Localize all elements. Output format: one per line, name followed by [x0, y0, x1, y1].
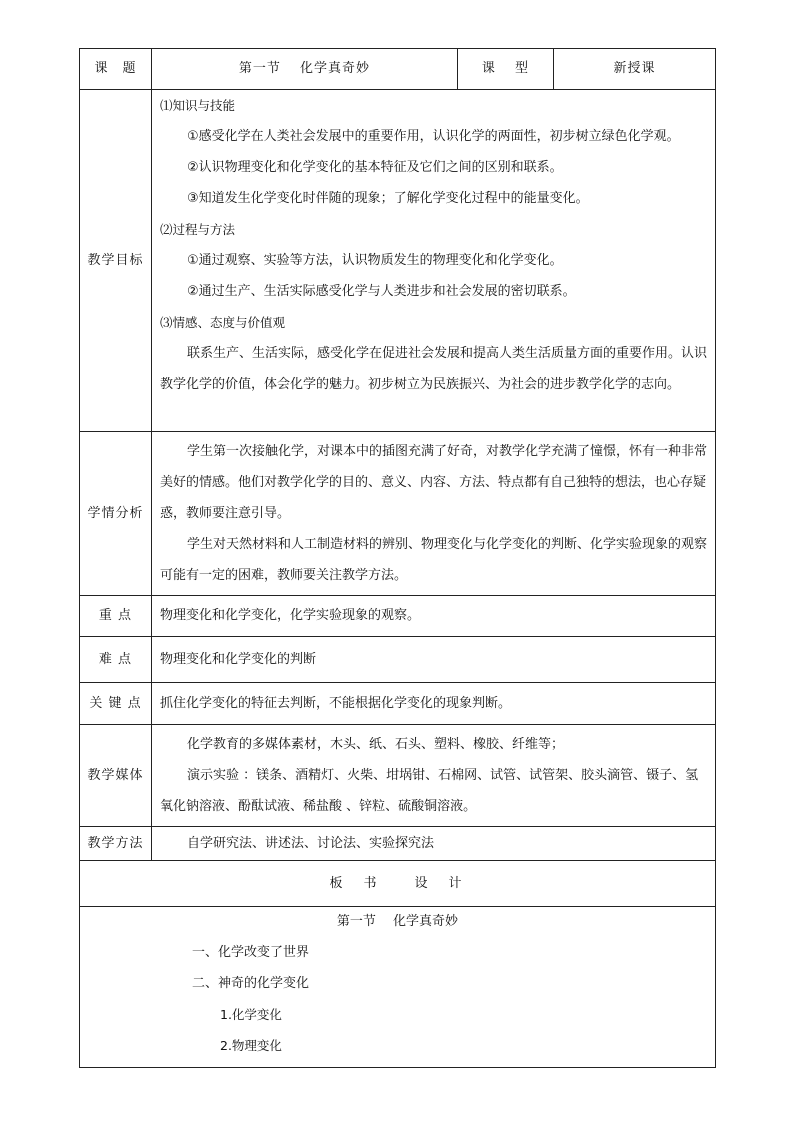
objectives-content — [152, 90, 716, 432]
topic-label: 课 题 — [80, 49, 152, 90]
media-label: 教学媒体 — [80, 725, 152, 827]
key-point-label: 重 点 — [80, 596, 152, 637]
key-point-value: 物理变化和化学变化，化学实验现象的观察。 — [152, 596, 716, 637]
board-content — [80, 907, 716, 1068]
board-title: 第一节 化学真奇妙 — [336, 914, 459, 929]
crux-value: 抓住化学变化的特征去判断，不能根据化学变化的现象判断。 — [152, 683, 716, 725]
knowledge-title: ⑴知识与技能 — [160, 98, 236, 113]
knowledge-item: ②认识物理变化和化学变化的基本特征及它们之间的区别和联系。 — [187, 160, 563, 175]
process-item: ②通过生产、生活实际感受化学与人类进步和社会发展的密切联系。 — [187, 284, 576, 299]
topic-value: 第一节 化学真奇妙 — [152, 49, 458, 90]
difficulty-value: 物理变化和化学变化的判断 — [152, 637, 716, 683]
analysis-paragraph: 学生对天然材料和人工制造材料的辨别、物理变化与化学变化的判断、化学实验现象的观察可能有一定的困难，教师要关注教学方法。 — [160, 537, 708, 583]
type-label: 课 型 — [458, 49, 554, 90]
media-row — [80, 725, 716, 827]
method-label: 教学方法 — [80, 827, 152, 861]
process-title: ⑵过程与方法 — [160, 222, 236, 237]
board-heading-row — [80, 861, 716, 907]
analysis-row — [80, 432, 716, 596]
knowledge-item: ③知道发生化学变化时伴随的现象；了解化学变化过程中的能量变化。 — [187, 191, 589, 206]
objectives-label: 教学目标 — [80, 90, 152, 432]
knowledge-item: ①感受化学在人类社会发展中的重要作用，认识化学的两面性，初步树立绿色化学观。 — [187, 129, 680, 144]
board-item: 一、化学改变了世界 — [192, 945, 310, 960]
media-content — [152, 725, 716, 827]
lesson-plan-page — [79, 48, 715, 1068]
process-item: ①通过观察、实验等方法，认识物质发生的物理变化和化学变化。 — [187, 253, 563, 268]
media-line: 演示实验 ：镁条、酒精灯、火柴、坩埚钳、石棉网、试管、试管架、胶头滴管、镊子、氢氧化钠溶液、酚酞试液、稀盐酸 、锌粒、硫酸铜溶液。 — [160, 768, 699, 814]
analysis-label: 学情分析 — [80, 432, 152, 596]
board-subitem: 2.物理变化 — [220, 1038, 282, 1053]
difficulty-label: 难 点 — [80, 637, 152, 683]
objectives-row — [80, 90, 716, 432]
media-line: 化学教育的多媒体素材，木头、纸、石头、塑料、橡胶、纤维等； — [187, 737, 565, 752]
method-value: 自学研究法、讲述法、讨论法、实验探究法 — [152, 827, 716, 861]
analysis-content — [152, 432, 716, 596]
method-row — [80, 827, 716, 861]
key-point-row — [80, 596, 716, 637]
difficulty-row — [80, 637, 716, 683]
board-item: 二、神奇的化学变化 — [192, 976, 310, 991]
board-heading: 板 书 设 计 — [80, 861, 716, 907]
emotion-title: ⑶情感、态度与价值观 — [160, 315, 286, 330]
board-subitem: 1.化学变化 — [220, 1007, 282, 1022]
emotion-text: 联系生产、生活实际，感受化学在促进社会发展和提高人类生活质量方面的重要作用。认识教学化学的价值，体会化学的魅力。初步树立为民族振兴、为社会的进步教学化学的志向。 — [160, 346, 708, 392]
crux-label: 关 键 点 — [80, 683, 152, 725]
crux-row — [80, 683, 716, 725]
analysis-paragraph: 学生第一次接触化学，对课本中的插图充满了好奇，对教学化学充满了憧憬，怀有一种非常美好的情感。他们对教学化学的目的、意义、内容、方法、特点都有自己独特的想法，也心存疑惑，教师要注意引导。 — [160, 444, 708, 521]
header-row — [80, 49, 716, 90]
type-value: 新授课 — [554, 49, 716, 90]
lesson-plan-table — [79, 48, 716, 1068]
board-row — [80, 907, 716, 1068]
